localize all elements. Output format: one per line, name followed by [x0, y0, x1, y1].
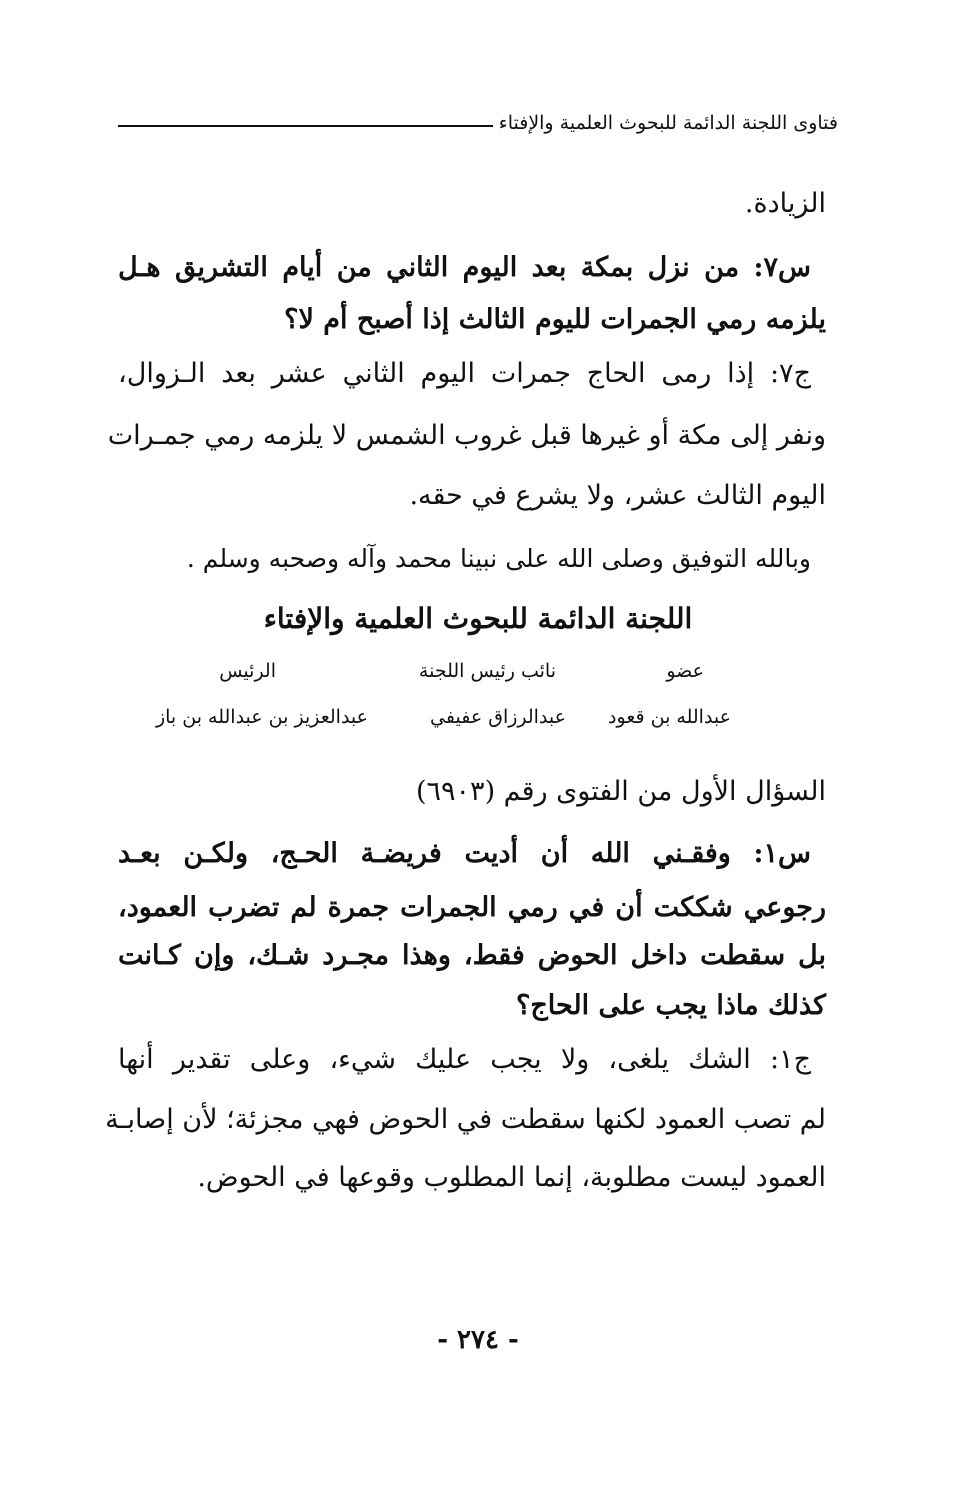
- question-1-line-2: رجوعي شككت أن في رمي الجمرات جمرة لم تضرب العمود،: [118, 892, 826, 923]
- question-1-line-4: كذلك ماذا يجب على الحاج؟: [516, 990, 826, 1021]
- question-1-line-3: بل سقطت داخل الحوض فقط، وهذا مجـرد شـك، وإن كـانت: [118, 940, 826, 971]
- answer-1-line-1: ج١: الشك يلغى، ولا يجب عليك شيء، وعلى تقدير أنها: [118, 1044, 811, 1075]
- fatwa-heading: السؤال الأول من الفتوى رقم (٦٩٠٣): [416, 776, 826, 807]
- deputy-title: نائب رئيس اللجنة: [418, 660, 556, 682]
- header-rule: [118, 125, 493, 127]
- header-title: فتاوى اللجنة الدائمة للبحوث العلمية والإفتاء: [498, 112, 838, 134]
- chair-title: الرئيس: [219, 660, 276, 682]
- running-header: [118, 112, 838, 134]
- page-number: - ٢٧٤ -: [437, 1325, 519, 1355]
- question-1-line-1: س١: وفقـني الله أن أديت فريضـة الحـج، ولكـن بعـد: [118, 838, 811, 869]
- question-7-line-1: س٧: من نزل بمكة بعد اليوم الثاني من أيام التشريق هـل: [118, 252, 811, 283]
- answer-7-line-1: ج٧: إذا رمى الحاج جمرات اليوم الثاني عشر بعد الـزوال،: [118, 358, 811, 389]
- answer-7-line-3: اليوم الثالث عشر، ولا يشرع في حقه.: [409, 480, 826, 511]
- answer-continuation: الزيادة.: [744, 188, 826, 219]
- answer-7-line-2: ونفر إلى مكة أو غيرها قبل غروب الشمس لا يلزمه رمي جمـرات: [107, 420, 826, 451]
- committee-name: اللجنة الدائمة للبحوث العلمية والإفتاء: [263, 602, 693, 635]
- question-7-line-2: يلزمه رمي الجمرات لليوم الثالث إذا أصبح أم لا؟: [284, 304, 826, 335]
- answer-1-line-2: لم تصب العمود لكنها سقطت في الحوض فهي مجزئة؛ لأن إصابـة: [105, 1104, 826, 1135]
- chair-name: عبدالعزيز بن عبدالله بن باز: [155, 706, 368, 728]
- member-title: عضو: [666, 660, 704, 682]
- closing-blessing: وبالله التوفيق وصلى الله على نبينا محمد وآله وصحبه وسلم .: [186, 544, 811, 573]
- deputy-name: عبدالرزاق عفيفي: [430, 706, 566, 728]
- member-name: عبدالله بن قعود: [608, 706, 731, 728]
- answer-1-line-3: العمود ليست مطلوبة، إنما المطلوب وقوعها في الحوض.: [197, 1162, 826, 1193]
